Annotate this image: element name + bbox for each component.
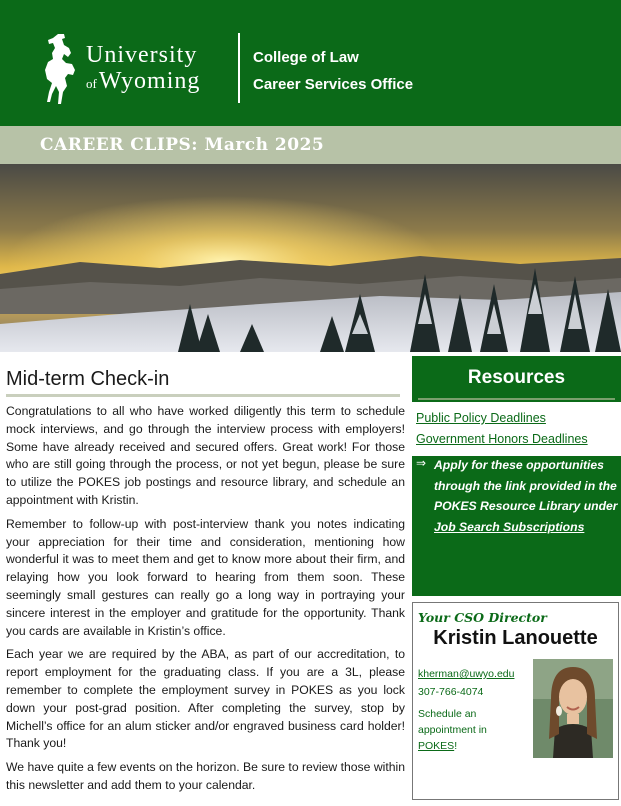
director-email-link[interactable]: kherman@uwyo.edu — [418, 668, 515, 680]
university-word: University — [86, 42, 198, 68]
article-paragraph: We have quite a few events on the horizon. Be sure to review those within this newsletter and add them to your calendar. — [6, 760, 405, 792]
public-policy-deadlines-link[interactable]: Public Policy Deadlines — [416, 411, 546, 425]
director-portrait-photo — [533, 659, 613, 758]
pokes-link[interactable]: POKES — [418, 740, 455, 752]
director-phone: 307-766-4074 — [418, 686, 484, 698]
schedule-end: ! — [454, 740, 458, 752]
article-body — [6, 403, 405, 801]
director-label: Your CSO Director — [418, 610, 547, 625]
article-paragraph: Remember to follow-up with post-interview thank you notes indicating your appreciation for their time and consideration, mentioning how wonderful it was to meet them and get to know more about their firm, and relaying how you look forward to hearing from them soon. These seemingly small gestures can really go a long way in portraying your sincere interest in the employer and gratitude for the opportunity. Thank you cards are available in Kristin’s office. — [6, 516, 405, 638]
wyoming-word: Wyoming — [98, 68, 201, 94]
schedule-text: Schedule an appointment in — [418, 708, 487, 736]
resources-note — [434, 455, 620, 537]
bucking-horse-logo-icon — [40, 32, 80, 104]
resources-note-text: Apply for these opportunities through the link provided in the POKES Resource Library under — [434, 458, 618, 513]
schedule-appointment-text — [418, 706, 518, 754]
job-search-subscriptions-link[interactable]: Job Search Subscriptions — [434, 519, 585, 534]
college-name: College of Law — [253, 49, 359, 66]
article-title: Mid-term Check-in — [6, 368, 400, 397]
resources-title: Resources — [467, 367, 566, 388]
header-divider — [238, 33, 240, 103]
resources-divider — [418, 398, 615, 400]
article-paragraph: Congratulations to all who have worked diligently this term to schedule mock interviews, and go through the interview process with employers! Some have already received and secured offers. Great work! For those who are still going through the process, or not yet begun, please be sure to utilize the POKES job postings and resource library, and schedule an appointment with Kristin. — [6, 404, 405, 507]
article-paragraph: Each year we are required by the ABA, as part of our accreditation, to report employment for the graduating class. If you are a 3L, please remember to complete the employment survey in POKES as you lock down your post-grad position. After completing the survey, stop by Michell’s office for an alum sticker and/or engraved business card holder! Thank you! — [6, 647, 405, 751]
office-name: Career Services Office — [253, 76, 414, 93]
mountain-sunset-photo — [0, 164, 621, 352]
of-word: of — [86, 76, 97, 91]
newsletter-title: CAREER CLIPS: March 2025 — [40, 135, 325, 155]
director-name: Kristin Lanouette — [433, 627, 598, 649]
university-wordmark-line2 — [86, 68, 200, 97]
government-honors-deadlines-link[interactable]: Government Honors Deadlines — [416, 432, 588, 446]
university-wordmark-line1 — [86, 42, 197, 68]
arrow-right-icon: ⇒ — [416, 456, 427, 470]
